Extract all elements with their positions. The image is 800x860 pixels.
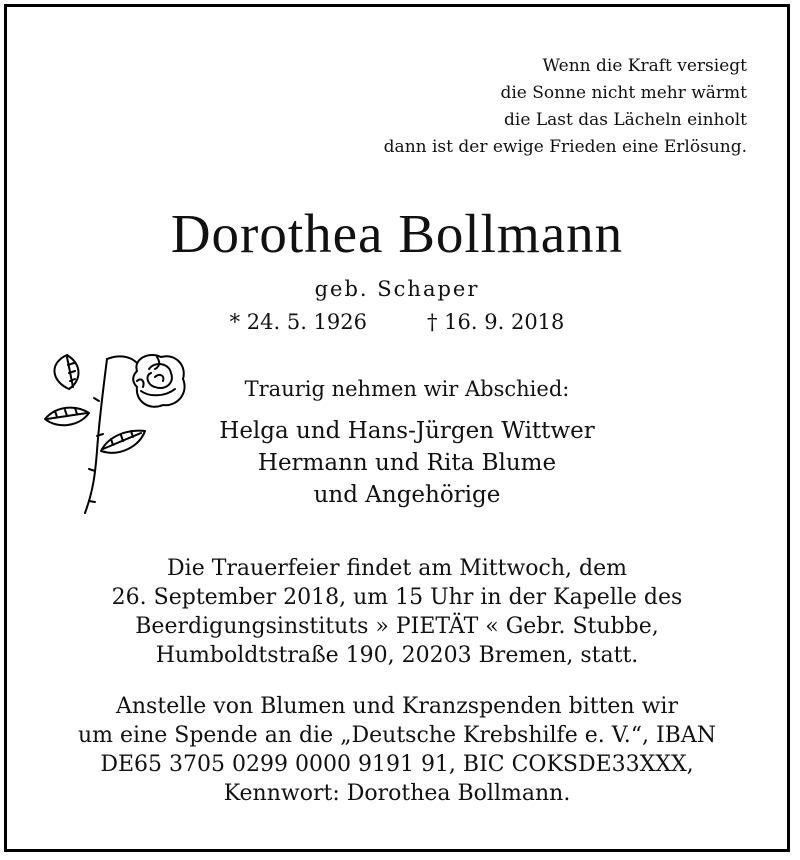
service-line: 26. September 2018, um 15 Uhr in der Kapelle des (111, 585, 683, 610)
life-dates (7, 310, 787, 334)
donation-line: Kennwort: Dorothea Bollmann. (223, 781, 571, 806)
service-info (7, 554, 787, 670)
deceased-name: Dorothea Bollmann (170, 203, 624, 264)
donation-line: um eine Spende an die „Deutsche Krebshilfe e. V.“, IBAN (78, 723, 716, 748)
birth-date: * 24. 5. 1926 (229, 310, 367, 334)
service-line: Humboldtstraße 190, 20203 Bremen, statt. (155, 643, 639, 668)
mourner-name: Hermann und Rita Blume (257, 450, 557, 476)
poem (267, 53, 747, 161)
poem-line: die Last das Lächeln einholt (504, 110, 747, 130)
mourning-intro: Traurig nehmen wir Abschied: (244, 377, 570, 401)
donation-info (7, 692, 787, 808)
poem-line: die Sonne nicht mehr wärmt (500, 83, 747, 103)
poem-line: Wenn die Kraft versiegt (542, 56, 747, 76)
donation-line: DE65 3705 0299 0000 9191 91, BIC COKSDE33XXX, (100, 752, 694, 777)
mourners-list (7, 415, 787, 511)
service-line: Beerdigungsinstituts » PIETÄT « Gebr. Stubbe, (135, 614, 659, 639)
mourner-name: und Angehörige (313, 482, 501, 508)
mourner-name: Helga und Hans-Jürgen Wittwer (219, 418, 595, 444)
poem-line: dann ist der ewige Frieden eine Erlösung. (383, 137, 747, 157)
service-line: Die Trauerfeier findet am Mittwoch, dem (167, 556, 627, 581)
maiden-name: geb. Schaper (314, 277, 480, 301)
obituary-notice (4, 4, 790, 852)
donation-line: Anstelle von Blumen und Kranzspenden bitten wir (116, 694, 678, 719)
death-date: † 16. 9. 2018 (427, 310, 565, 334)
